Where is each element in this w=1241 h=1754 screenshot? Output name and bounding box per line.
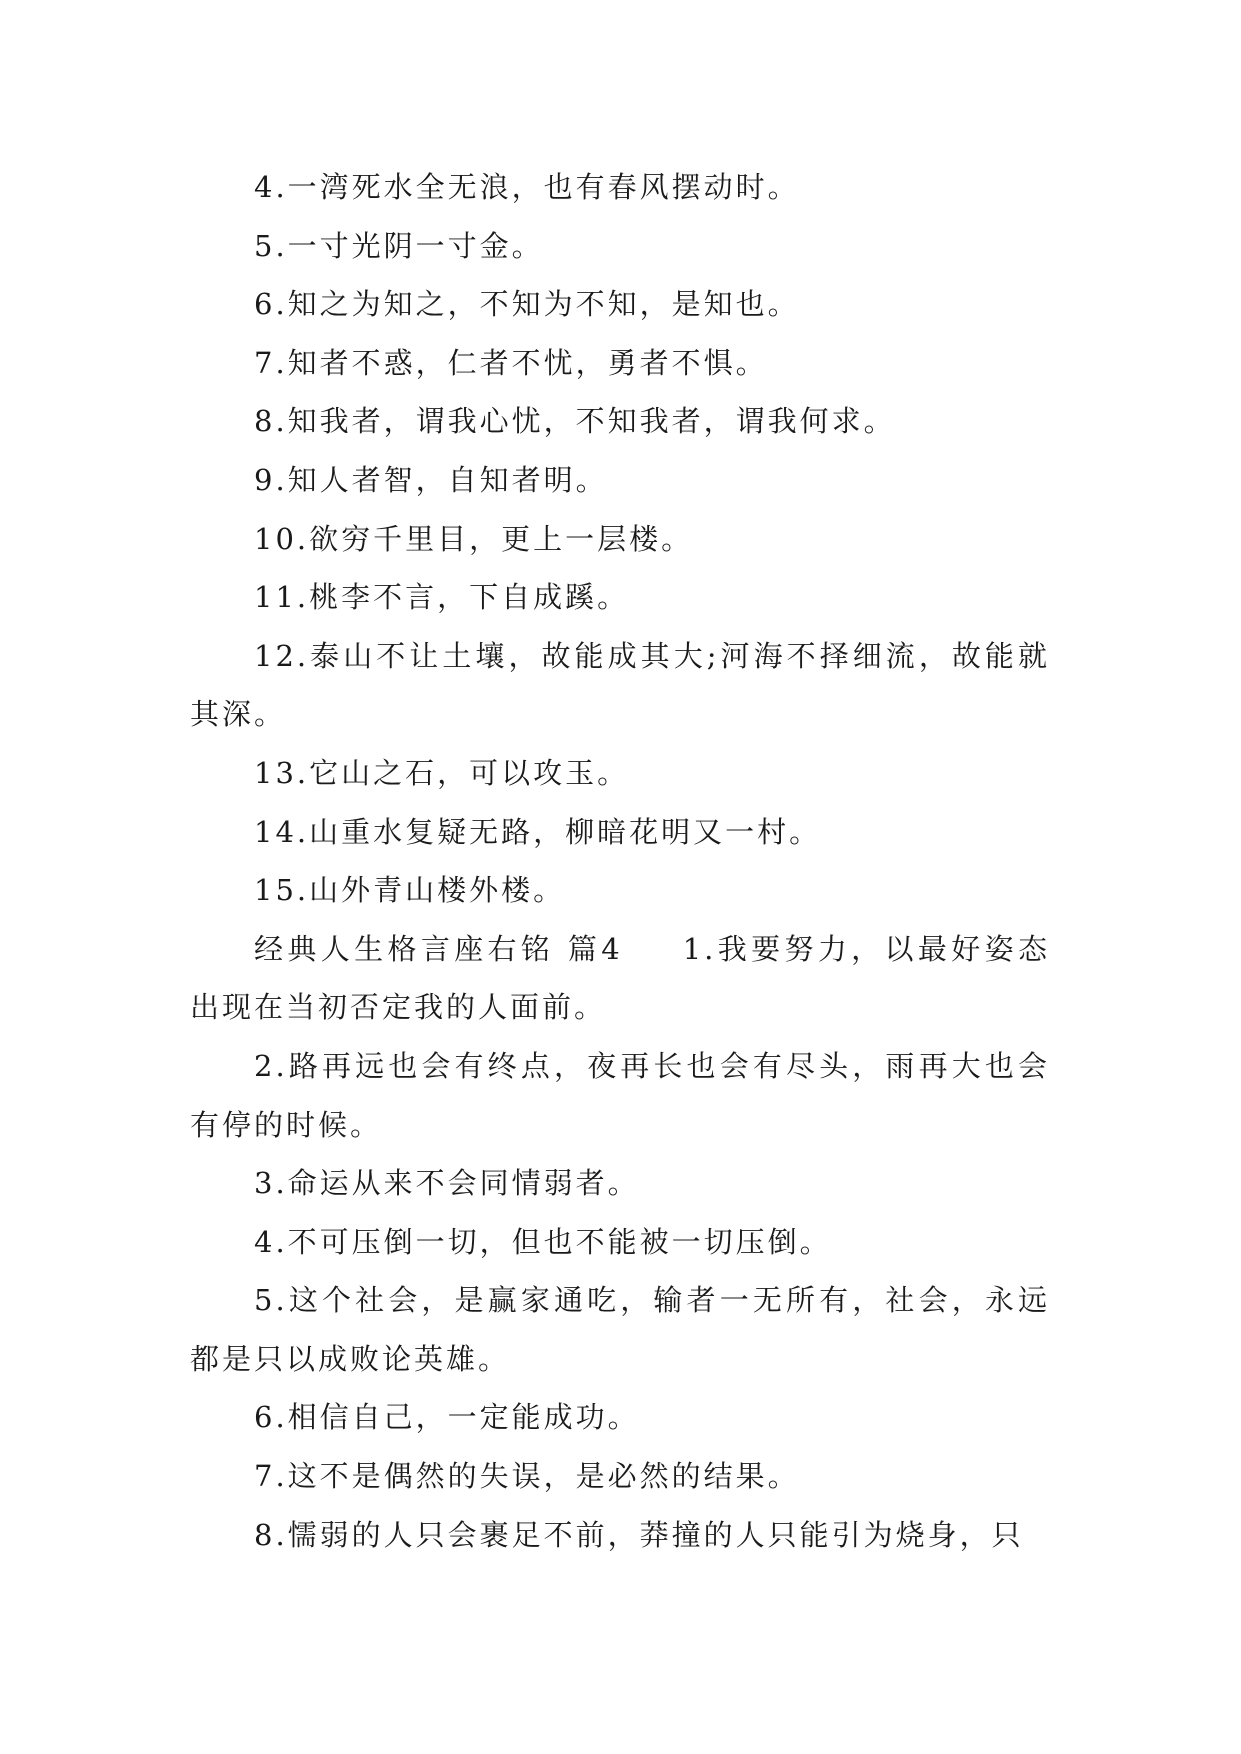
document-body	[190, 158, 1050, 1564]
paragraph: 6.相信自己，一定能成功。	[254, 1400, 640, 1435]
paragraph: 13.它山之石，可以攻玉。	[254, 755, 630, 790]
paragraph: 11.桃李不言，下自成蹊。	[254, 580, 630, 615]
paragraph: 8.懦弱的人只会裹足不前，莽撞的人只能引为烧身，只	[254, 1517, 1024, 1552]
paragraph: 3.命运从来不会同情弱者。	[254, 1166, 640, 1201]
section-first-item: 1.我要努力，以最好姿态出现在当初否定我的人面前。	[190, 931, 1051, 1025]
section-heading: 经典人生格言座右铭 篇4	[254, 931, 623, 966]
paragraph: 6.知之为知之，不知为不知，是知也。	[254, 287, 800, 322]
paragraph: 7.知者不惑，仁者不忧，勇者不惧。	[254, 345, 768, 380]
paragraph: 5.一寸光阴一寸金。	[254, 228, 544, 263]
paragraph: 7.这不是偶然的失误，是必然的结果。	[254, 1459, 800, 1494]
paragraph: 10.欲穷千里目，更上一层楼。	[254, 521, 694, 556]
paragraph: 12.泰山不让土壤，故能成其大;河海不择细流，故能就其深。	[190, 638, 1050, 732]
paragraph: 4.不可压倒一切，但也不能被一切压倒。	[254, 1224, 832, 1259]
paragraph: 4.一湾死水全无浪，也有春风摆动时。	[254, 170, 800, 204]
paragraph: 5.这个社会，是赢家通吃，输者一无所有，社会，永远都是只以成败论英雄。	[190, 1283, 1050, 1376]
section-paragraph	[190, 920, 1050, 1037]
paragraph: 8.知我者，谓我心忧，不知我者，谓我何求。	[254, 404, 896, 439]
paragraph: 14.山重水复疑无路，柳暗花明又一村。	[254, 814, 822, 849]
paragraph: 9.知人者智，自知者明。	[254, 462, 608, 497]
paragraph: 2.路再远也会有终点，夜再长也会有尽头，雨再大也会有停的时候。	[190, 1048, 1050, 1142]
paragraph: 15.山外青山楼外楼。	[254, 873, 566, 908]
